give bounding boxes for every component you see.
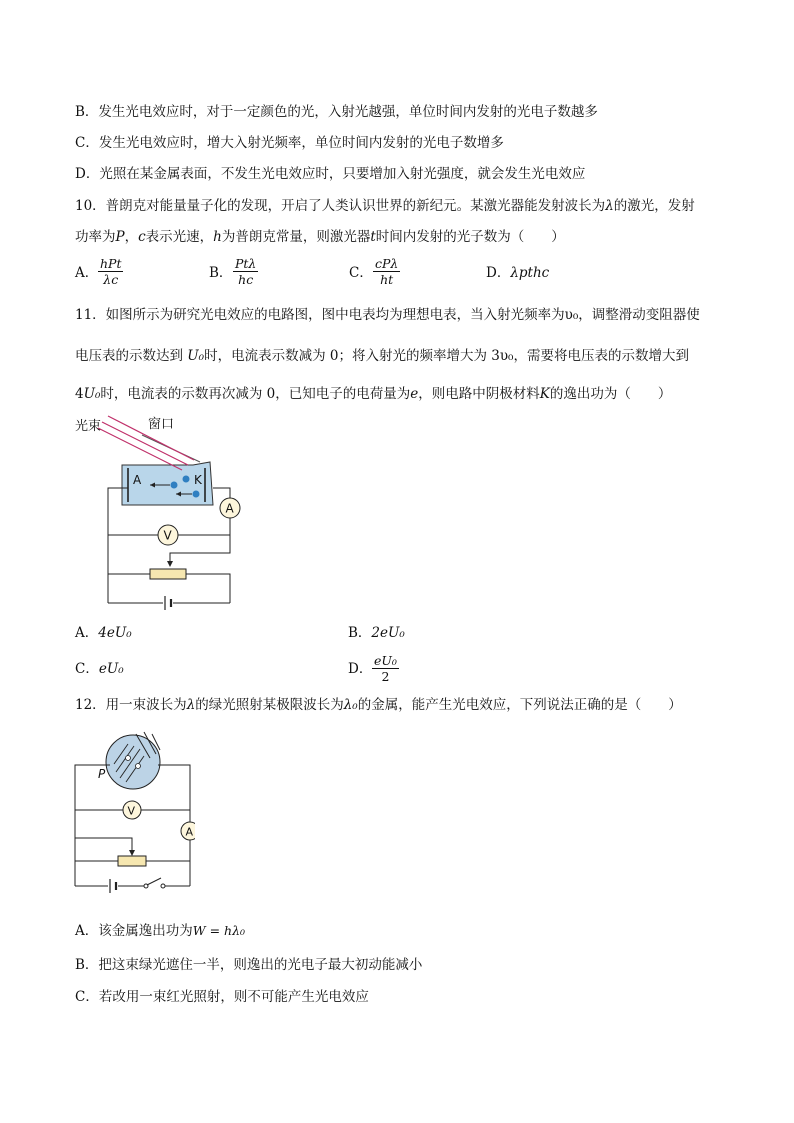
q12-stem: 12．用一束波长为λ的绿光照射某极限波长为λ₀的金属，能产生光电效应，下列说法正确的是（ ） <box>75 697 682 713</box>
light-ray <box>102 422 188 465</box>
rheostat <box>150 569 186 579</box>
q10-stem-line1: 10．普朗克对能量量子化的发现，开启了人类认识世界的新纪元。某激光器能发射波长为λ的激光，发射 <box>75 198 695 214</box>
slider-arrow <box>167 561 173 567</box>
q12-option-a: A．该金属逸出功为W = hλ₀ <box>75 923 246 939</box>
q12-option-c: C．若改用一束红光照射，则不可能产生光电效应 <box>75 989 369 1005</box>
cathode-label: K <box>194 473 202 487</box>
ammeter-label: A <box>225 501 234 516</box>
q11-circuit-diagram <box>70 410 250 610</box>
electron <box>183 476 190 483</box>
window-label: 窗口 <box>148 417 175 432</box>
q10-option-b-fraction: Ptλ hc <box>235 256 257 287</box>
q9-option-c: C．发生光电效应时，增大入射光频率，单位时间内发射的光电子数增多 <box>75 135 504 151</box>
ammeter-label: A <box>185 825 194 839</box>
switch-contact <box>161 884 165 888</box>
wire <box>186 574 230 603</box>
anode-label: A <box>133 473 142 487</box>
q10-option-c-fraction: cPλ ht <box>375 256 399 287</box>
q10-option-c-label: C． <box>349 265 373 281</box>
q10-option-d: D．λpthc <box>486 265 550 281</box>
q12-circuit-diagram <box>70 728 195 893</box>
q11-stem-line3: 4U₀时，电流表的示数再次减为 0，已知电子的电荷量为e，则电路中阴极材料K的逸出功为（ ） <box>75 386 672 402</box>
slider-wire <box>75 838 132 852</box>
q11-option-a: A．4eU₀ <box>75 625 132 641</box>
switch-lever <box>147 878 161 885</box>
q11-option-c: C．eU₀ <box>75 661 124 677</box>
q11-option-d-fraction: $\frac{\text{eU₀}}{2}$ <box>374 653 397 684</box>
wire <box>158 765 190 822</box>
slider-arrow <box>129 850 135 856</box>
electron <box>171 482 178 489</box>
q9-option-b: B．发生光电效应时，对于一定颜色的光，入射光越强，单位时间内发射的光电子数越多 <box>75 104 598 120</box>
voltmeter-label: V <box>127 804 136 818</box>
light-beam-label: 光束 <box>75 419 102 434</box>
q10-stem-line2: 功率为P，c表示光速，h为普朗克常量，则激光器t时间内发射的光子数为（ ） <box>75 229 565 245</box>
rheostat <box>118 856 146 866</box>
q9-option-d: D．光照在某金属表面，不发生光电效应时，只要增加入射光强度，就会发生光电效应 <box>75 166 586 182</box>
light-ray <box>98 428 182 470</box>
q10-option-a-label: A． <box>75 265 99 281</box>
q11-stem-line2: 电压表的示数达到 U₀时，电流表示数减为 0；将入射光的频率增大为 3υ₀，需要将电压表的示数增大到 <box>75 348 689 364</box>
q10-option-b-label: B． <box>209 265 233 281</box>
electron <box>126 756 131 761</box>
q10-option-a-fraction: hPt λc <box>100 256 122 287</box>
photocell <box>106 735 160 789</box>
wire <box>213 488 230 498</box>
q12-option-b: B．把这束绿光遮住一半，则逸出的光电子最大初动能减小 <box>75 957 423 973</box>
cathode-p-label: P <box>98 767 106 781</box>
electron <box>136 764 141 769</box>
electron <box>193 491 200 498</box>
q11-stem-line1: 11．如图所示为研究光电效应的电路图，图中电表均为理想电表，当入射光频率为υ₀，调整滑动变阻器使 <box>75 307 700 323</box>
voltmeter-label: V <box>163 528 172 543</box>
slider-wire <box>170 535 230 563</box>
q11-option-d-label: D． <box>348 661 373 677</box>
q11-option-b: B．2eU₀ <box>348 625 405 641</box>
